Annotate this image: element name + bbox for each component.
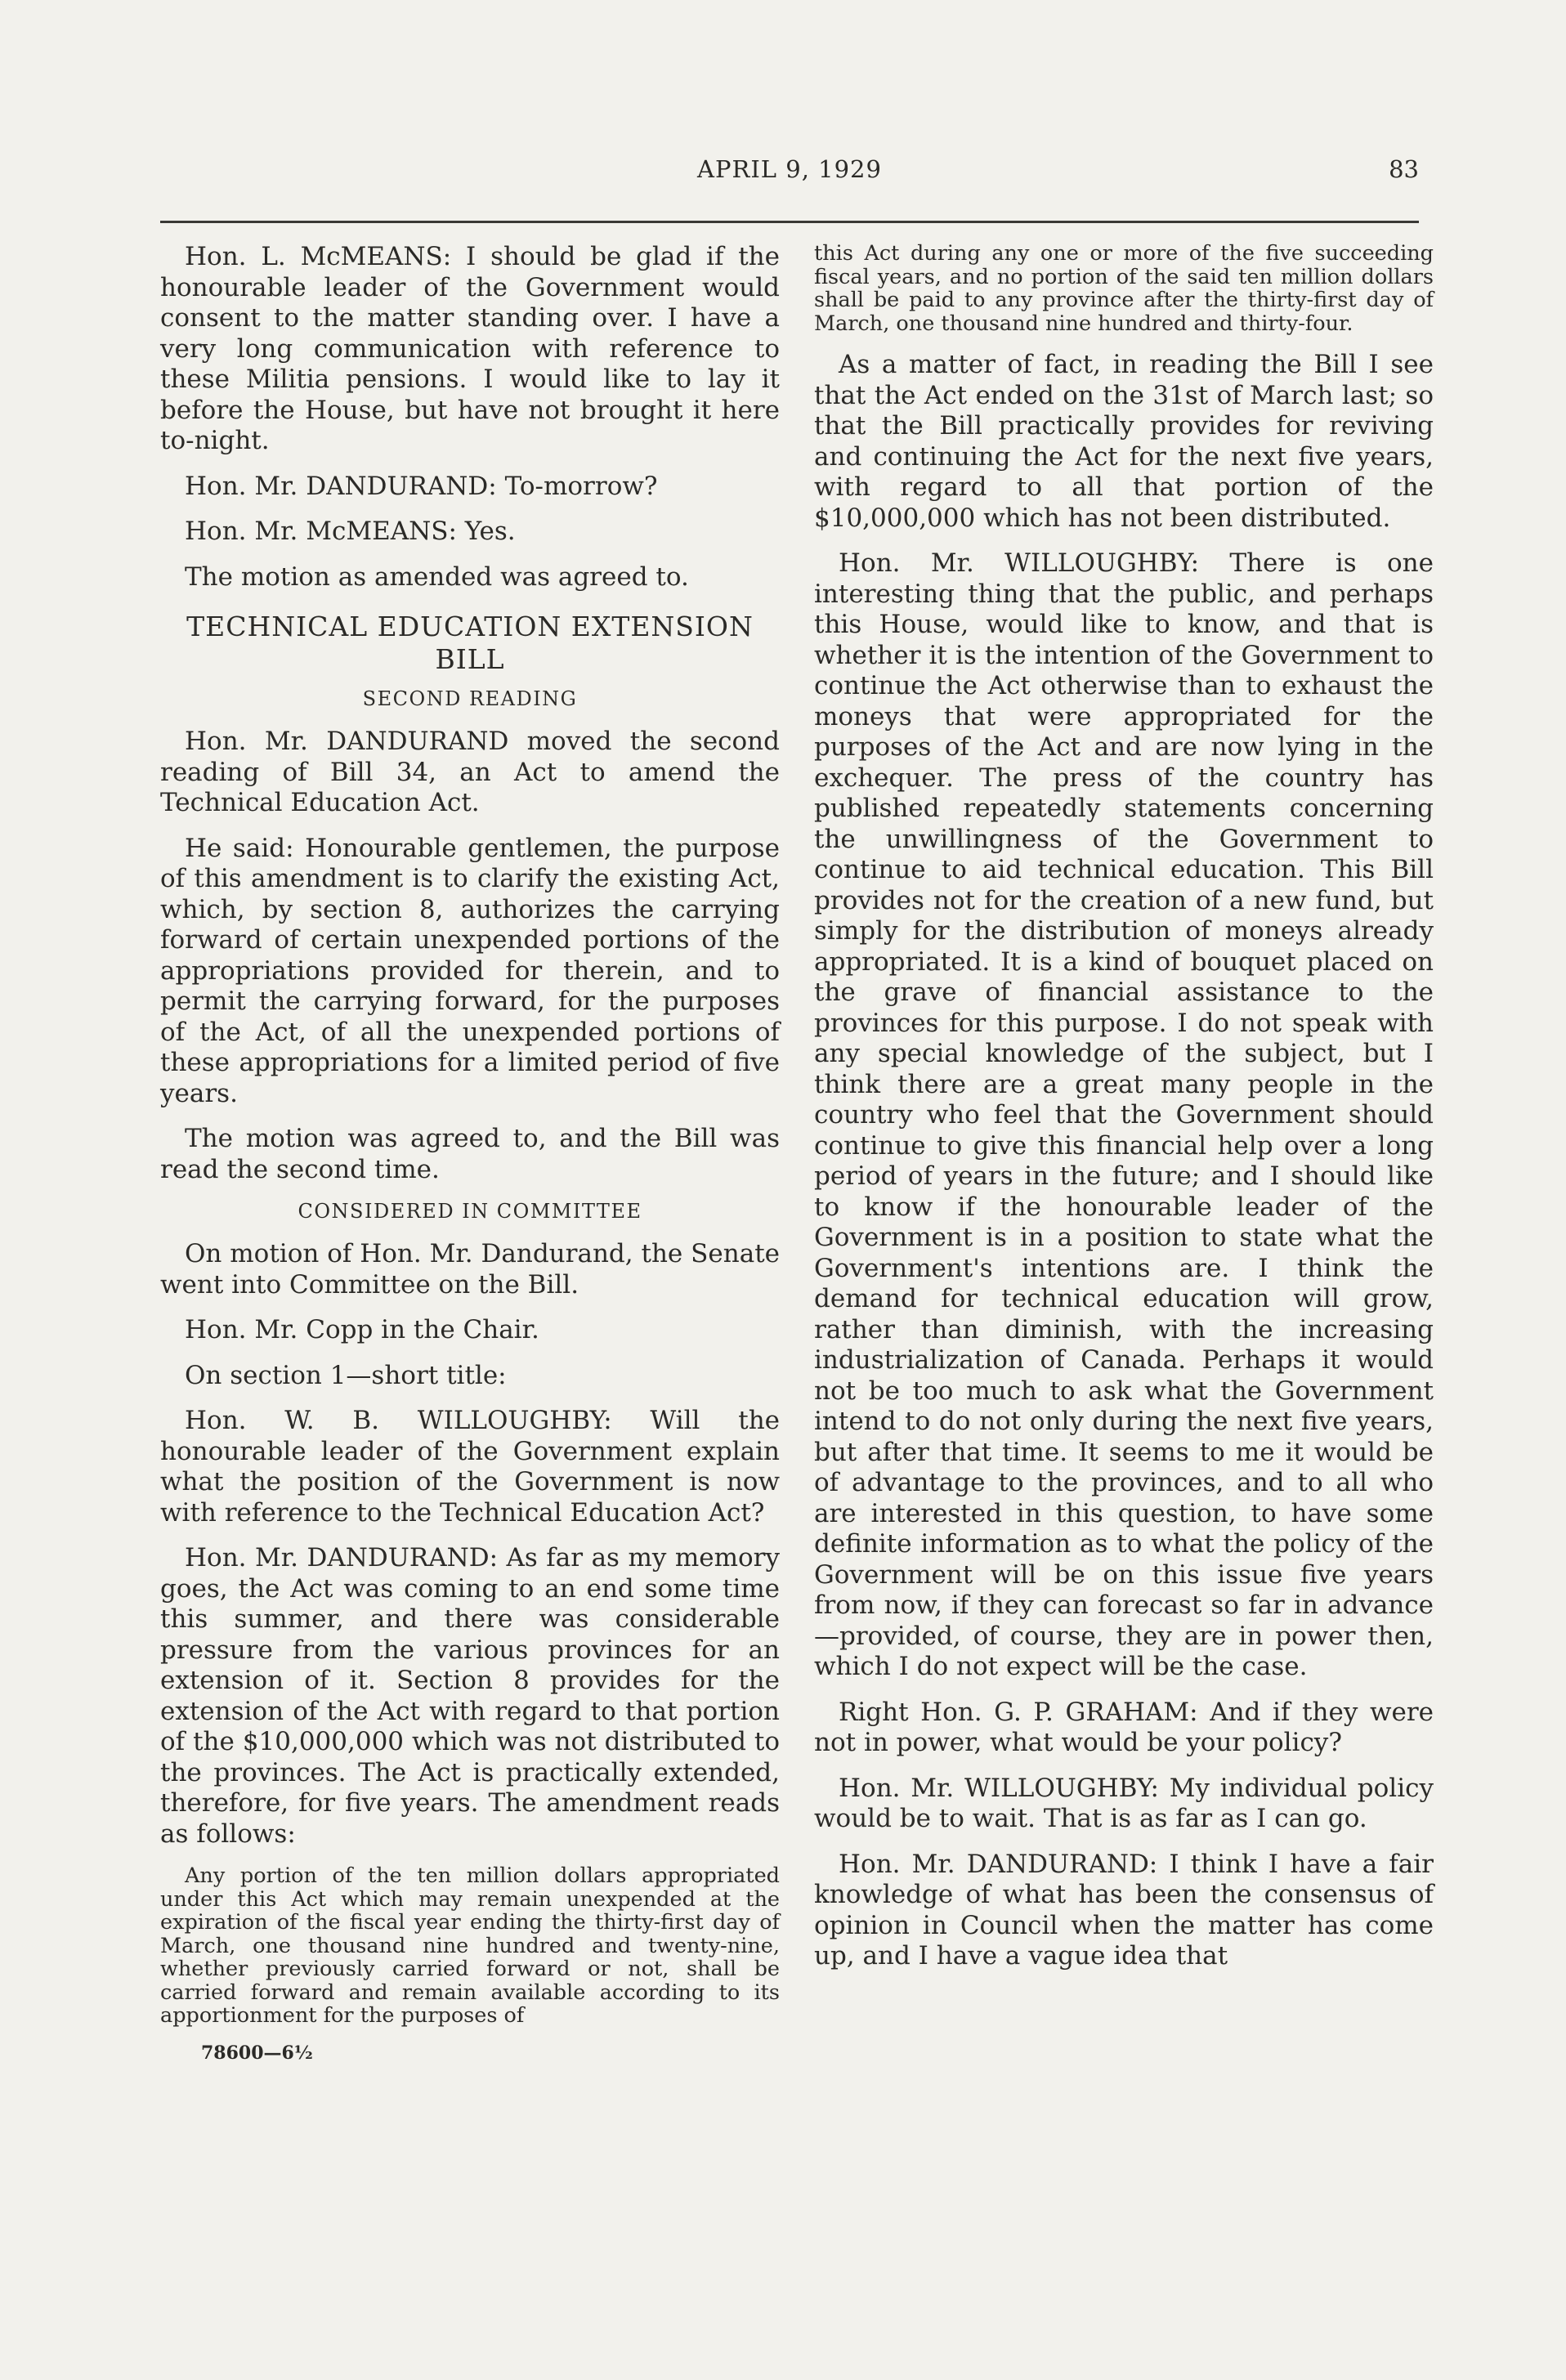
paragraph: Hon. Mr. DANDURAND: To-morrow? xyxy=(185,471,658,501)
page-number: 83 xyxy=(1389,155,1419,183)
subsection-heading: CONSIDERED IN COMMITTEE xyxy=(298,1200,642,1223)
paragraph: Right Hon. G. P. GRAHAM: And if they were not in power, what would be your policy? xyxy=(814,1697,1434,1757)
print-code-footnote: 78600—6½ xyxy=(201,2042,313,2064)
paragraph: Hon. Mr. DANDURAND moved the second reading of Bill 34, an Act to amend the Technical Education Act. xyxy=(160,727,780,817)
left-column xyxy=(160,242,780,2064)
paragraph: Hon. Mr. DANDURAND: I think I have a fair knowledge of what has been the consensus of opinion in Council when the matter has come up, and I have a vague idea that xyxy=(814,1849,1434,1971)
header-rule xyxy=(160,221,1419,223)
paragraph: On section 1—short title: xyxy=(185,1360,507,1390)
paragraph: The motion was agreed to, and the Bill was read the second time. xyxy=(160,1124,780,1184)
paragraph: Hon. Mr. WILLOUGHBY: There is one interesting thing that the public, and perhaps this House, would like to know, and that is whether it is the intention of the Government to continue the Act otherwise than to exhaust the moneys that were appropriated for the purposes of the Act and are now lying in the exchequer. The press of the country has published repeatedly statements concerning the unwillingness of the Government to continue to aid technical education. This Bill provides not for the creation of a new fund, but simply for the distribution of moneys already appropriated. It is a kind of bouquet placed on the grave of financial assistance to the provinces for this purpose. I do not speak with any special knowledge of the subject, but I think there are a great many people in the country who feel that the Government should continue to give this financial help over a long period of years in the future; and I should like to know if the honourable leader of the Government is in a position to state what the Government's intentions are. I think the demand for technical education will grow, rather than diminish, with the increasing industrialization of Canada. Perhaps it would not be too much to ask what the Government intend to do not only during the next five years, but after that time. It seems to me it would be of advantage to the provinces, and to all who are interested in this question, to have some definite information as to what the policy of the Government will be on this issue five years from now, if they can forecast so far in advance—provided, of course, they are in power then, which I do not expect will be the case. xyxy=(814,548,1434,1681)
quoted-amendment: Any portion of the ten million dollars appropriated under this Act which may remain unexpended at the expiration of the fiscal year ending the thirty-first day of March, one thousand nine hundred and twenty-nine, whether previously carried forward or not, shall be carried forward and remain available according to its apportionment for the purposes of xyxy=(160,1863,780,2028)
right-column xyxy=(814,242,1434,1987)
paragraph: Hon. L. McMEANS: I should be glad if the honourable leader of the Government would consent to the matter standing over. I have a very long communication with reference to these Militia pensions. I would like to lay it before the House, but have not brought it here to-night. xyxy=(160,242,780,455)
paragraph: Hon. Mr. Copp in the Chair. xyxy=(185,1315,539,1344)
section-heading: TECHNICAL EDUCATION EXTENSION BILL xyxy=(186,611,754,675)
paragraph: Hon. W. B. WILLOUGHBY: Will the honourable leader of the Government explain what the position of the Government is now with reference to the Technical Education Act? xyxy=(160,1406,780,1528)
quoted-amendment-continued: this Act during any one or more of the five succeeding fiscal years, and no portion of the said ten million dollars shall be paid to any province after the thirty-first day of March, one thousand nine hundred and thirty-four. xyxy=(814,241,1434,336)
paragraph: He said: Honourable gentlemen, the purpose of this amendment is to clarify the existing Act, which, by section 8, authorizes the carrying forward of certain unexpended portions of the appropriations provided for therein, and to permit the carrying forward, for the purposes of the Act, of all the unexpended portions of these appropriations for a limited period of five years. xyxy=(160,833,780,1108)
paragraph: Hon. Mr. DANDURAND: As far as my memory goes, the Act was coming to an end some time this summer, and there was considerable pressure from the various provinces for an extension of it. Section 8 provides for the extension of the Act with regard to that portion of the $10,000,000 which was not distributed to the provinces. The Act is practically extended, therefore, for five years. The amendment reads as follows: xyxy=(160,1543,780,1849)
subsection-heading: SECOND READING xyxy=(362,687,578,710)
paragraph: Hon. Mr. McMEANS: Yes. xyxy=(185,517,516,546)
page-date: APRIL 9, 1929 xyxy=(697,155,882,183)
paragraph: As a matter of fact, in reading the Bill I see that the Act ended on the 31st of March last; so that the Bill practically provides for reviving and continuing the Act for the next five years, with regard to all that portion of the $10,000,000 which has not been distributed. xyxy=(814,350,1434,533)
paragraph: Hon. Mr. WILLOUGHBY: My individual policy would be to wait. That is as far as I can go. xyxy=(814,1773,1434,1833)
paragraph: On motion of Hon. Mr. Dandurand, the Senate went into Committee on the Bill. xyxy=(160,1239,780,1300)
paragraph: The motion as amended was agreed to. xyxy=(185,561,689,592)
page-header xyxy=(160,155,1419,201)
